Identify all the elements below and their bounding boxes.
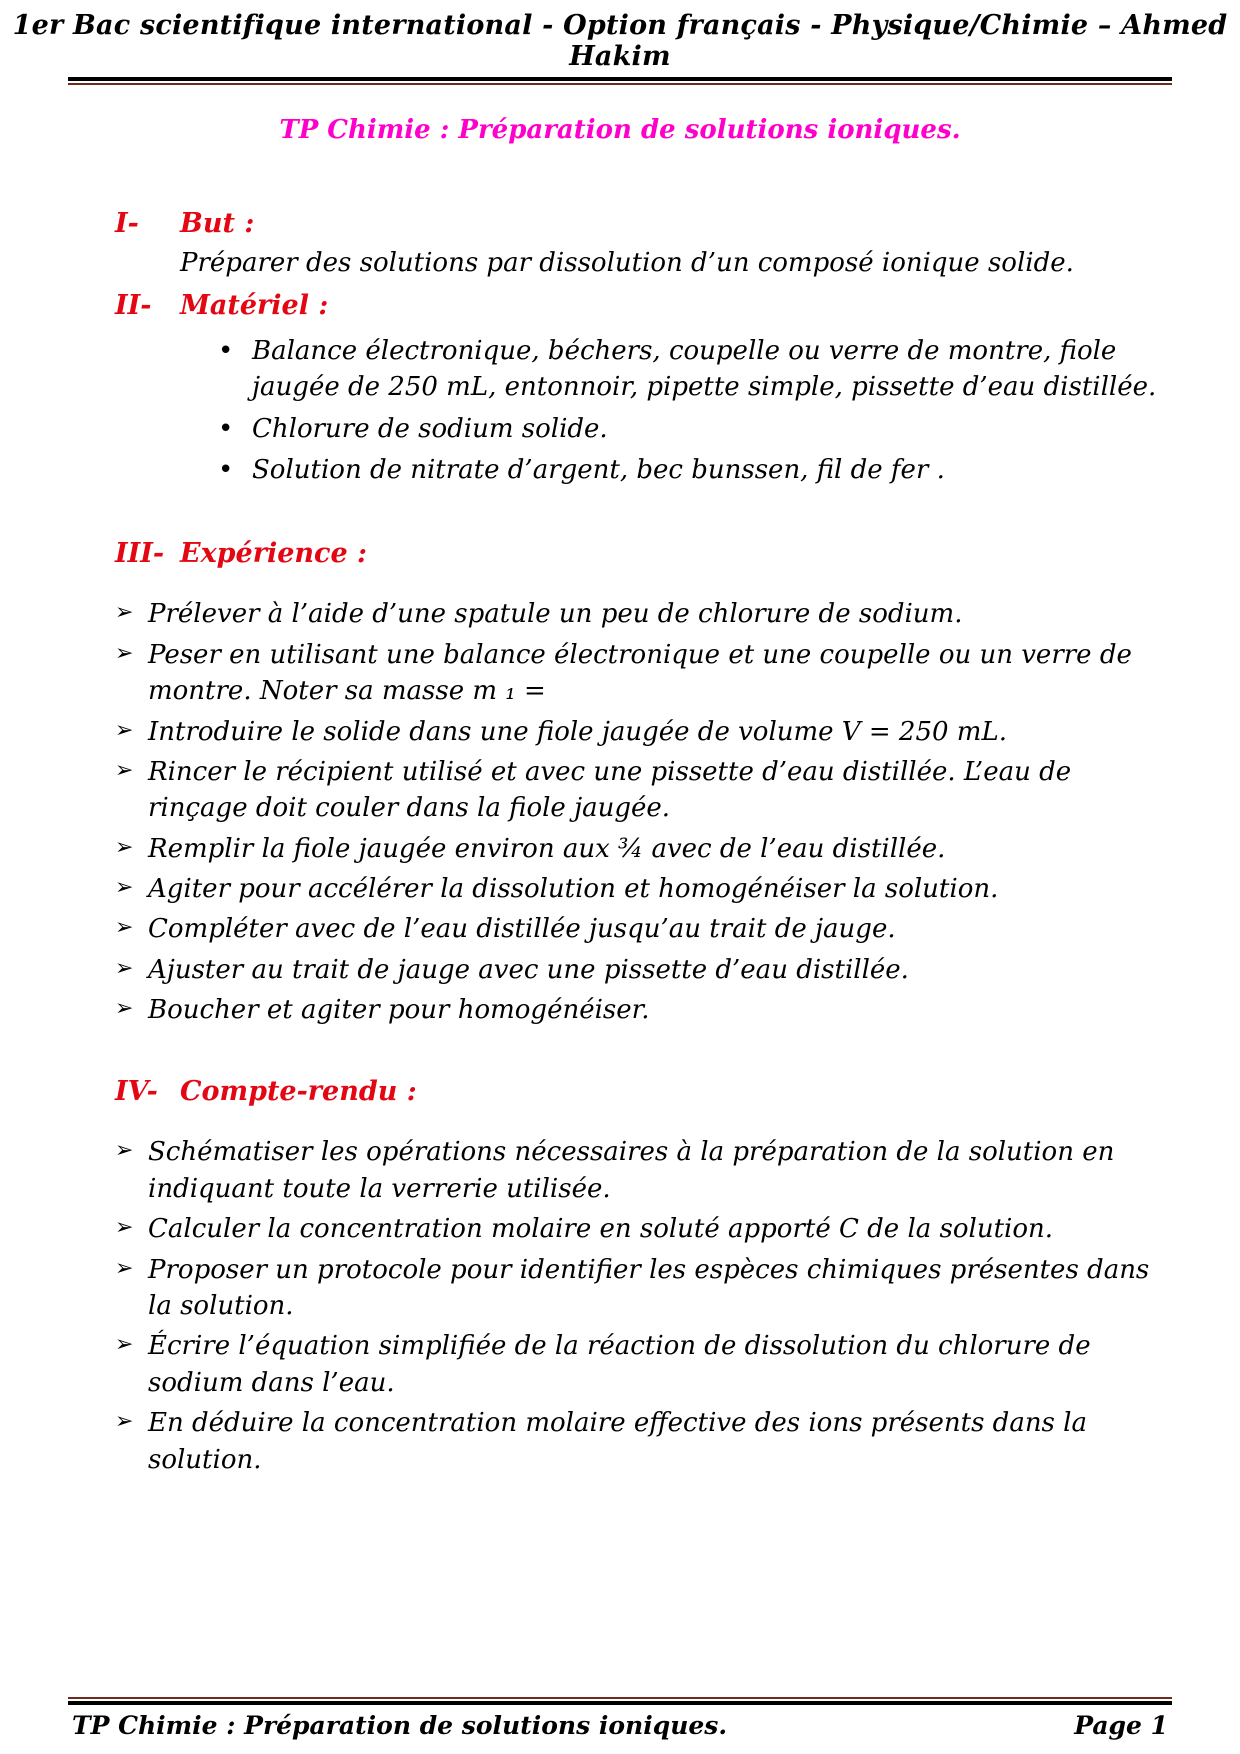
- list-item: [218, 411, 1168, 447]
- list-item-text: Prélever à l’aide d’une spatule un peu de chlorure de sodium.: [148, 599, 963, 630]
- document-content: [0, 205, 1240, 1478]
- arrow-bullet-icon: ➢: [115, 1409, 134, 1435]
- list-item: [218, 452, 1168, 488]
- section-number: I-: [115, 208, 139, 239]
- arrow-bullet-icon: ➢: [115, 955, 134, 981]
- materiel-list: [115, 333, 1168, 489]
- list-item: [115, 714, 1168, 750]
- list-item-text: Agiter pour accélérer la dissolution et homogénéiser la solution.: [148, 874, 999, 905]
- section-title: Compte-rendu :: [180, 1075, 417, 1107]
- bullet-icon: •: [218, 335, 234, 366]
- list-item-text: Compléter avec de l’eau distillée jusqu’au trait de jauge.: [148, 914, 896, 945]
- list-item-text: En déduire la concentration molaire effective des ions présents dans la solution.: [148, 1408, 1087, 1475]
- arrow-bullet-icon: ➢: [115, 717, 134, 743]
- arrow-bullet-icon: ➢: [115, 834, 134, 860]
- page-header: [0, 0, 1240, 85]
- arrow-bullet-icon: ➢: [115, 600, 134, 626]
- list-item-text: Proposer un protocole pour identifier les espèces chimiques présentes dans la solution.: [148, 1254, 1150, 1321]
- list-item: [218, 333, 1168, 406]
- list-item: [115, 1211, 1168, 1247]
- document-title: TP Chimie : Préparation de solutions ioniques.: [279, 115, 961, 145]
- section-title: Matériel :: [180, 290, 329, 322]
- list-item-text: Calculer la concentration molaire en soluté apporté C de la solution.: [148, 1214, 1054, 1245]
- list-item: [115, 911, 1168, 947]
- bullet-icon: •: [218, 455, 234, 486]
- header-rule-thick: [68, 77, 1172, 81]
- list-item-text: Écrire l’équation simplifiée de la réaction de dissolution du chlorure de sodium dans l’eau.: [148, 1331, 1091, 1398]
- experience-list: [115, 596, 1168, 1028]
- list-item: [115, 1328, 1168, 1401]
- page-number: Page 1: [1074, 1711, 1168, 1740]
- section-title: Expérience :: [180, 537, 368, 569]
- footer-rule-thick: [68, 1701, 1172, 1705]
- list-item: [115, 1134, 1168, 1207]
- arrow-bullet-icon: ➢: [115, 915, 134, 941]
- arrow-bullet-icon: ➢: [115, 640, 134, 666]
- list-item-text: Ajuster au trait de jauge avec une pissette d’eau distillée.: [148, 954, 909, 985]
- section-heading-but: [115, 205, 1168, 243]
- list-item: [115, 754, 1168, 827]
- page-footer: [0, 1697, 1240, 1740]
- section-title: But :: [180, 208, 255, 239]
- but-body-text: Préparer des solutions par dissolution d’un composé ionique solide.: [180, 247, 1074, 278]
- list-item: [115, 596, 1168, 632]
- arrow-bullet-icon: ➢: [115, 1138, 134, 1164]
- list-item-text: Balance électronique, béchers, coupelle ou verre de montre, fiole jaugée de 250 mL, entonnoir, pipette simple, pissette d’eau distillée.: [252, 335, 1157, 403]
- list-item-text: Rincer le récipient utilisé et avec une pissette d’eau distillée. L’eau de rinçage doit couler dans la fiole jaugée.: [148, 756, 1072, 824]
- section-number: II-: [115, 290, 152, 322]
- arrow-bullet-icon: ➢: [115, 1332, 134, 1358]
- list-item-text: Solution de nitrate d’argent, bec bunssen, fil de fer .: [252, 455, 945, 486]
- list-item-text: Chlorure de sodium solide.: [252, 413, 608, 444]
- list-item: [115, 831, 1168, 867]
- section-heading-materiel: [115, 287, 1168, 325]
- arrow-bullet-icon: ➢: [115, 1215, 134, 1241]
- compte-rendu-list: [115, 1134, 1168, 1478]
- arrow-bullet-icon: ➢: [115, 996, 134, 1022]
- section-number: III-: [115, 537, 165, 569]
- list-item: [115, 1405, 1168, 1478]
- arrow-bullet-icon: ➢: [115, 757, 134, 783]
- section-number: IV-: [115, 1075, 158, 1107]
- header-text: 1er Bac scientifique international - Option français - Physique/Chimie – Ahmed Hakim: [12, 10, 1228, 72]
- list-item-text: Introduire le solide dans une fiole jaugée de volume V = 250 mL.: [148, 716, 1007, 747]
- list-item-text: Remplir la fiole jaugée environ aux ¾ avec de l’eau distillée.: [148, 833, 946, 864]
- list-item-text: Boucher et agiter pour homogénéiser.: [148, 995, 650, 1026]
- list-item-text: Peser en utilisant une balance électronique et une coupelle ou un verre de montre. Noter sa masse m ₁ =: [148, 639, 1132, 707]
- header-rule-thin: [68, 83, 1172, 85]
- list-item: [115, 952, 1168, 988]
- section-heading-experience: [115, 535, 1168, 573]
- list-item-text: Schématiser les opérations nécessaires à la préparation de la solution en indiquant toute la verrerie utilisée.: [148, 1137, 1115, 1204]
- list-item: [115, 992, 1168, 1028]
- list-item: [115, 1252, 1168, 1325]
- list-item: [115, 637, 1168, 710]
- arrow-bullet-icon: ➢: [115, 875, 134, 901]
- arrow-bullet-icon: ➢: [115, 1255, 134, 1281]
- list-item: [115, 871, 1168, 907]
- footer-title: TP Chimie : Préparation de solutions ioniques.: [72, 1711, 728, 1740]
- footer-rule-thin: [68, 1697, 1172, 1699]
- section-heading-compte-rendu: [115, 1073, 1168, 1111]
- bullet-icon: •: [218, 413, 234, 444]
- footer-row: [72, 1711, 1168, 1740]
